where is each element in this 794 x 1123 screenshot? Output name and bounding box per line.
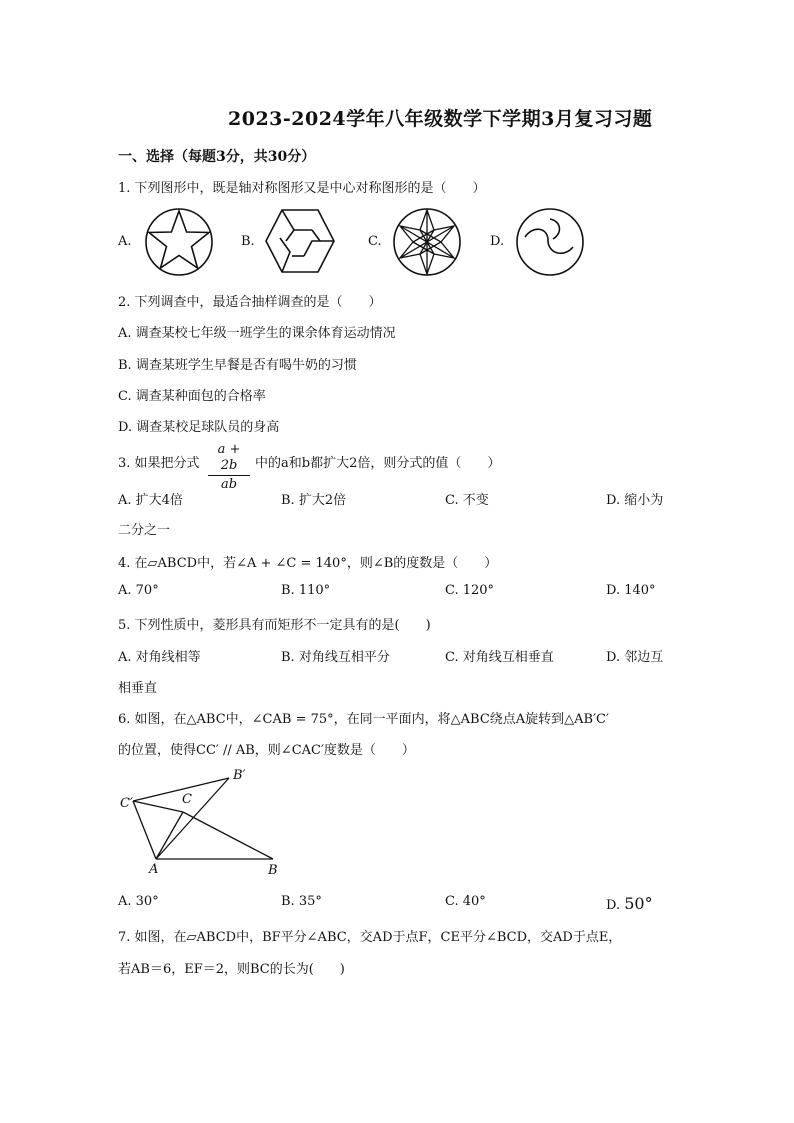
rotated-triangle-figure <box>118 768 288 880</box>
question-7-line-1: 7. 如图，在▱ABCD中，BF平分∠ABC，交AD于点F，CE平分∠BCD，交AD于点E， <box>118 930 622 945</box>
question-2-stem: 2. 下列调查中，最适合抽样调查的是（ ） <box>118 295 382 310</box>
q4-option-c: C. 120° <box>445 583 495 598</box>
q1-option-a-label: A. <box>118 234 132 249</box>
q2-option-d: D. 调查某校足球队员的身高 <box>118 420 280 435</box>
q3-option-b: B. 扩大2倍 <box>281 493 347 508</box>
fraction-denominator: ab <box>220 477 238 492</box>
star-in-circle-figure <box>144 207 214 277</box>
page-title: 2023-2024学年八年级数学下学期3月复习习题 <box>228 108 653 130</box>
question-4-stem: 4. 在▱ABCD中，若∠A + ∠C = 140°，则∠B的度数是（ ） <box>118 556 498 571</box>
q5-option-d: D. 邻边互 <box>606 650 664 665</box>
label-c-prime: C′ <box>120 796 133 811</box>
q4-option-b: B. 110° <box>281 583 331 598</box>
q2-option-b: B. 调查某班学生早餐是否有喝牛奶的习惯 <box>118 358 357 373</box>
label-b-prime: B′ <box>233 768 246 783</box>
section-heading: 一、选择（每题3分，共30分） <box>118 149 316 165</box>
q5-option-d-continued: 相垂直 <box>118 681 158 696</box>
q6-option-d-label: D. <box>606 898 625 913</box>
question-7-line-2: 若AB＝6，EF＝2，则BC的长为( ) <box>118 962 345 977</box>
question-1-stem: 1. 下列图形中，既是轴对称图形又是中心对称图形的是（ ） <box>118 181 486 196</box>
label-b: B <box>268 863 278 878</box>
yin-yang-like-figure <box>515 207 585 277</box>
q3-option-d-continued: 二分之一 <box>118 523 171 538</box>
q6-option-c: C. 40° <box>445 894 486 909</box>
q1-option-d-label: D. <box>490 234 505 249</box>
q6-option-b: B. 35° <box>281 894 322 909</box>
question-3-prefix: 3. 如果把分式 <box>118 456 200 471</box>
q3-option-c: C. 不变 <box>445 493 489 508</box>
fraction-numerator: a + 2b <box>217 442 241 473</box>
question-5-stem: 5. 下列性质中，菱形具有而矩形不一定具有的是( ) <box>118 618 431 633</box>
fraction-expression <box>208 442 250 493</box>
question-3-suffix: 中的a和b都扩大2倍，则分式的值（ ） <box>255 456 501 471</box>
q5-option-a: A. 对角线相等 <box>118 650 201 665</box>
q6-option-a: A. 30° <box>118 894 159 909</box>
q3-option-d: D. 缩小为 <box>606 493 664 508</box>
q5-option-b: B. 对角线互相平分 <box>281 650 390 665</box>
recycle-hexagon-figure <box>264 208 336 274</box>
fraction-bar <box>208 475 250 476</box>
q6-option-d-value: 50° <box>624 894 653 913</box>
q6-option-d <box>606 894 653 913</box>
q2-option-a: A. 调查某校七年级一班学生的课余体育运动情况 <box>118 326 396 341</box>
q1-option-b-label: B. <box>241 234 255 249</box>
question-6-line-2: 的位置，使得CC′ // AB，则∠CAC′度数是（ ） <box>118 743 415 758</box>
q1-option-c-label: C. <box>368 234 382 249</box>
six-point-star-in-circle-figure <box>392 207 462 277</box>
q4-option-d: D. 140° <box>606 583 656 598</box>
q2-option-c: C. 调查某种面包的合格率 <box>118 389 266 404</box>
q4-option-a: A. 70° <box>118 583 159 598</box>
q5-option-c: C. 对角线互相垂直 <box>445 650 554 665</box>
label-a: A <box>149 862 159 877</box>
question-6-line-1: 6. 如图，在△ABC中，∠CAB = 75°，在同一平面内，将△ABC绕点A旋转到△AB′C′ <box>118 712 609 727</box>
q3-option-a: A. 扩大4倍 <box>118 493 183 508</box>
label-c: C <box>182 792 192 807</box>
